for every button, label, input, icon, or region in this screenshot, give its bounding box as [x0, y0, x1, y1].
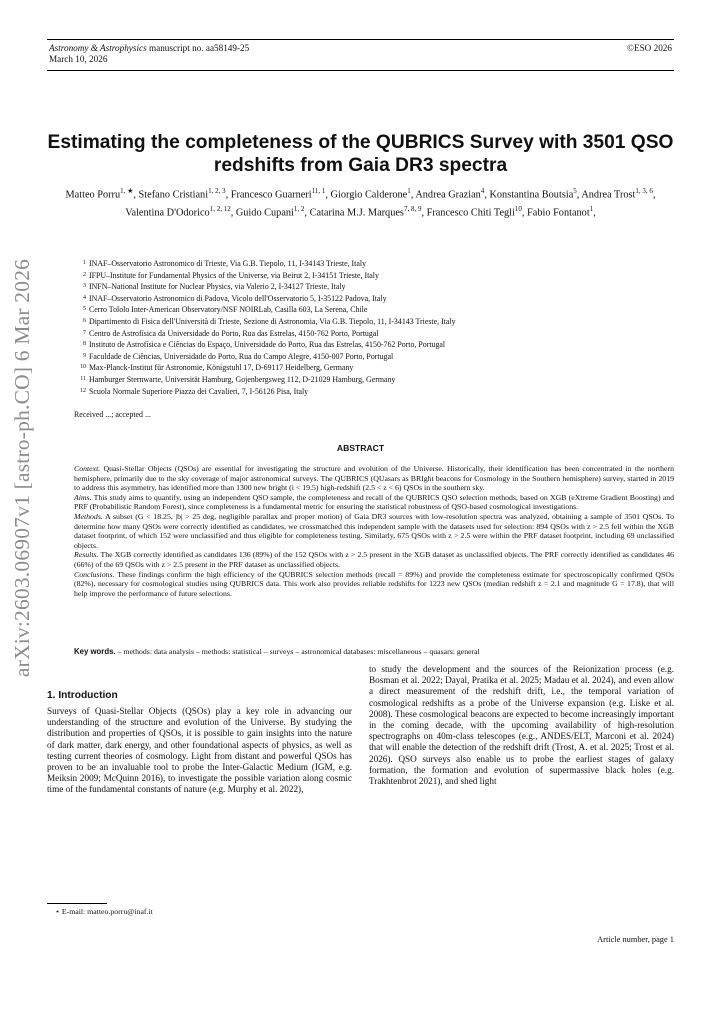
affiliation-item	[74, 351, 674, 363]
affiliation-item	[74, 304, 674, 316]
affiliation-number: 2	[83, 271, 86, 278]
affiliation-text: Centro de Astrofísica da Universidade do Porto, Rua das Estrelas, 4150-762 Porto, Portugal	[89, 328, 379, 338]
affiliation-number: 9	[83, 352, 86, 359]
footnote-email: ⋆ E-mail: matteo.porru@inaf.it	[55, 907, 153, 916]
affiliation-number: 4	[83, 294, 86, 301]
arxiv-stamp: arXiv:2603.06907v1 [astro-ph.CO] 6 Mar 2026	[10, 258, 34, 678]
abstract-aims: Aims. This study aims to quantify, using an independent QSO sample, the completeness and recall of the QUBRICS QSO selection methods, based on XGB (eXtreme Gradient Boosting) and PRF (Probabilistic Random Forest), since completeness is a fundamental metric for ensuring the statistical robustness of QSO-based cosmological investigations.	[74, 492, 674, 512]
affiliation-item	[74, 374, 674, 386]
affiliation-text: Instituto de Astrofísica e Ciências do Espaço, Universidade do Porto, Rua das Estrelas, 4150-762 Porto, Portugal	[89, 340, 446, 350]
paper-title: Estimating the completeness of the QUBRICS Survey with 3501 QSO redshifts from Gaia DR3 spectra	[47, 132, 674, 176]
affiliation-text: Max-Planck-Institut für Astronomie, Königstuhl 17, D-69117 Heidelberg, Germany	[89, 363, 354, 373]
affiliation-number: 1	[83, 260, 86, 266]
intro-paragraph-right: to study the development and the sources of the Reionization process (e.g. Bosman et al. 2022; Dayal, Pratika et al. 2025; Madau et al. 2024), and even allow a direct measurement of the redshift drift, i.e., the temporal variation of cosmological redshifts as a probe of the Universe expansion (e.g. Liske et al. 2008). These cosmological beacons are expected to become increasingly important in the coming decade, with the upcoming availability of high-resolution spectrographs on 40m-class telescopes (e.g., ANDES/ELT, Marconi et al. 2024) that will enable the detection of the redshift drift (Trost, A. et al. 2025; Trost et al. 2026). QSO surveys also enable us to probe the earliest stages of galaxy formation, the formation and evolution of supermassive black holes (e.g. Trakhtenbrot 2021), and shed light	[369, 664, 674, 787]
abstract-results: Results. The XGB correctly identified as candidates 136 (89%) of the 152 QSOs with z > 2.5 present in the XGB dataset as unclassified objects. The PRF correctly identified as candidates 46 (66%) of the 69 QSOs with z > 2.5 present in the PRF dataset as unclassified objects.	[74, 550, 674, 569]
abstract-conclusions: Conclusions. These findings confirm the high efficiency of the QUBRICS selection methods (recall = 89%) and provide the completeness estimate for spectroscopically confirmed QSOs (82%), necessary for cosmological studies using QUBRICS data. This work also provides reliable redshifts for 1223 new QSOs (median redshift z = 2.1 and magnitude G = 17.8), that will help improve the performance of future selections.	[74, 569, 674, 598]
affiliation-item	[74, 258, 674, 270]
author-list: Matteo Porru$^{1, ★}$, Stefano Cristiani$^{1, 2, 3}$, Francesco Guarneri$^{11, 1}$, Giorgio Calderone$^1$, Andrea Grazian$^4$, Konstantina Boutsia$^5$, Andrea Trost$^{1, 3, 6}$, Valentina D'Odorico$^{1, 2, 12}$, Guido Cupani$^{1, 2}$, Catarina M.J. Marques$^{7, 8, 9}$, Francesco Chiti Tegli$^{10}$, Fabio Fontanot$^1$,	[65, 187, 656, 219]
affiliation-number: 8	[83, 341, 86, 348]
abstract-context: Context. Quasi-Stellar Objects (QSOs) are essential for investigating the structure and evolution of the Universe. Historically, their identification has been concentrated in the northern hemisphere, primarily due to the sky coverage of major astronomical surveys. The QUBRICS (QUasars as BRIght beacons for Cosmology in the Southern hemisphere) survey, started in 2019 to address this asymmetry, has identified more than 1300 new bright (i < 19.5) high-redshift (2.5 < z < 6) QSOs in the southern sky.	[74, 464, 674, 493]
intro-left-column	[47, 706, 352, 796]
affiliation-item	[74, 270, 674, 282]
journal-name: Astronomy & Astrophysics	[49, 43, 147, 53]
affiliation-number: 3	[83, 283, 86, 290]
affiliation-number: 12	[80, 387, 86, 394]
affiliation-text: INAF–Osservatorio Astronomico di Padova, Vicolo dell'Osservatorio 5, I-35122 Padova, Italy	[89, 293, 387, 303]
abstract-heading: ABSTRACT	[336, 443, 385, 453]
affiliation-number: 6	[83, 317, 86, 324]
affiliation-text: Scuola Normale Superiore Piazza dei Cavalieri, 7, I-56126 Pisa, Italy	[89, 386, 309, 396]
affiliation-number: 10	[80, 364, 86, 371]
header-left	[49, 43, 249, 65]
keywords: Key words. – methods: data analysis – methods: statistical – surveys – astronomical databases: miscellaneous – quasars: general	[74, 647, 480, 656]
affiliation-number: 11	[80, 375, 86, 382]
affiliation-item	[74, 293, 674, 305]
affiliation-item	[74, 339, 674, 351]
affiliation-item	[74, 281, 674, 293]
affiliation-text: IFPU–Institute for Fundamental Physics of the Universe, via Beirut 2, I-34151 Trieste, Italy	[89, 270, 379, 280]
affiliation-text: Dipartimento di Fisica dell'Università di Trieste, Sezione di Astronomia, Via G.B. Tiepolo, 11, I-34143 Trieste, Italy	[89, 316, 456, 326]
manuscript-number: manuscript no. aa58149-25	[146, 43, 250, 53]
page-footer: Article number, page 1	[597, 935, 674, 944]
abstract-methods: Methods. A subset (G < 18.25, |b| > 25 deg, negligible parallax and proper motion) of Gaia DR3 sources with low-resolution spectra was analyzed, obtaining a sample of 3501 QSOs. To determine how many QSOs were correctly identified as candidates, we crossmatched this independent sample with the datasets used for selection: 894 QSOs with z > 2.5 fell within the XGB dataset footprint, of which 152 were unclassified and thus eligible for completeness testing. Similarly, 675 QSOs with z > 2.5 were within the PRF dataset footprint, including 69 unclassified objects.	[74, 511, 674, 550]
abstract-body	[74, 464, 674, 598]
affiliation-item	[74, 386, 674, 398]
affiliation-text: Hamburger Sternwarte, Universität Hamburg, Gojenbergsweg 112, D-21029 Hamburg, Germany	[89, 374, 396, 384]
running-header	[47, 39, 674, 71]
affiliation-number: 7	[83, 329, 86, 336]
header-date: March 10, 2026	[49, 54, 108, 64]
affiliation-text: INAF–Osservatorio Astronomico di Trieste, Via G.B. Tiepolo, 11, I-34143 Trieste, Italy	[89, 259, 367, 268]
affiliation-text: Cerro Tololo Inter-American Observatory/NSF NOIRLab, Casilla 603, La Serena, Chile	[89, 305, 368, 315]
affiliation-list	[74, 258, 674, 397]
affiliation-item	[74, 316, 674, 328]
intro-paragraph-left: Surveys of Quasi-Stellar Objects (QSOs) play a key role in advancing our understanding of the structure and evolution of the Universe. By studying the distribution and properties of QSOs, it is possible to gain insights into the nature of dark matter, dark energy, and other foundational aspects of physics, as well as testing current theories of cosmology. Light from distant and powerful QSOs has proven to be an invaluable tool to probe the Inter-Galactic Medium (IGM, e.g. Meiksin 2009; McQuinn 2016), to investigate the possible variation along cosmic time of the fundamental constants of nature (e.g. Murphy et al. 2022),	[47, 706, 352, 795]
received-line: Received ...; accepted ...	[74, 410, 151, 419]
intro-right-column	[369, 664, 674, 787]
section-heading-introduction: 1. Introduction	[47, 690, 118, 701]
affiliation-text: Faculdade de Ciências, Universidade do Porto, Rua do Campo Alegre, 4150-007 Porto, Portugal	[89, 351, 394, 361]
copyright: ©ESO 2026	[626, 43, 672, 53]
affiliation-item	[74, 328, 674, 340]
affiliation-item	[74, 362, 674, 374]
footnote-rule	[47, 903, 107, 904]
affiliation-number: 5	[83, 306, 86, 313]
affiliation-text: INFN–National Institute for Nuclear Physics, via Valerio 2, I-34127 Trieste, Italy	[89, 282, 346, 292]
